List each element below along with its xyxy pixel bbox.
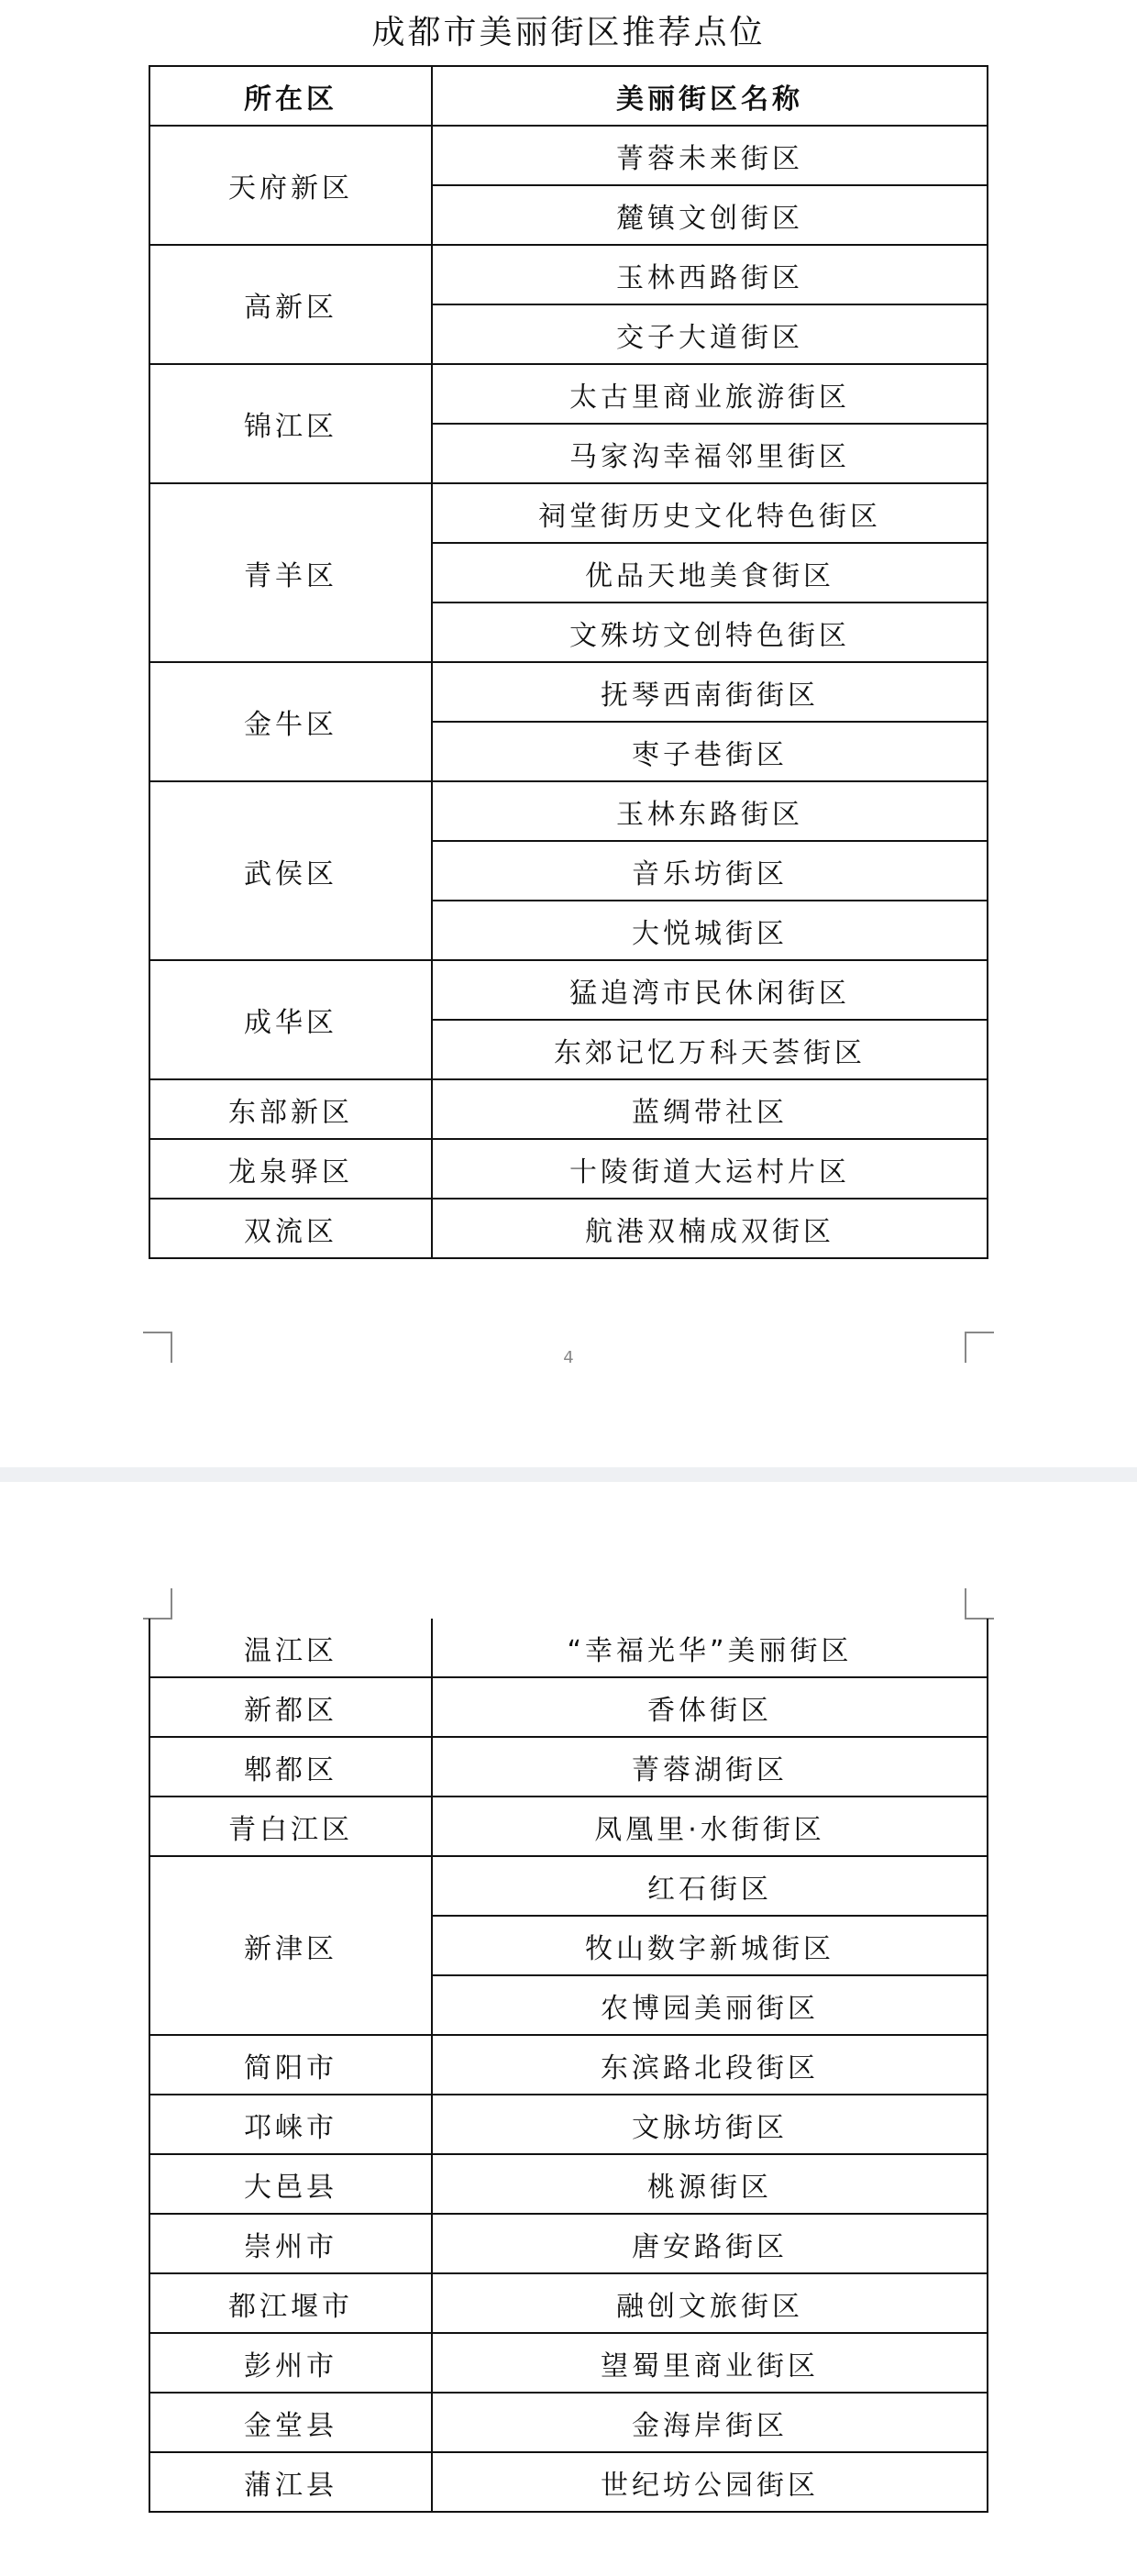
- table-row: [149, 781, 988, 841]
- street-name-cell: 牧山数字新城街区: [432, 1916, 988, 1975]
- street-name-cell: 祠堂街历史文化特色街区: [432, 483, 988, 543]
- street-name-cell: 菁蓉湖街区: [432, 1737, 988, 1797]
- street-name-cell: 香体街区: [432, 1677, 988, 1737]
- street-name-cell: 太古里商业旅游街区: [432, 364, 988, 424]
- street-name-cell: 金海岸街区: [432, 2393, 988, 2452]
- table-row: [149, 2214, 988, 2273]
- table-row: [149, 245, 988, 304]
- district-cell: 金牛区: [149, 662, 432, 781]
- district-cell: 蒲江县: [149, 2452, 432, 2512]
- table-row: [149, 2095, 988, 2154]
- street-name-cell: “幸福光华”美丽街区: [432, 1619, 988, 1677]
- district-cell: 龙泉驿区: [149, 1139, 432, 1199]
- table-row: [149, 483, 988, 543]
- district-cell: 武侯区: [149, 781, 432, 960]
- table-row: [149, 2452, 988, 2512]
- table-row: [149, 1619, 988, 1677]
- page-corner-mark: [965, 1332, 994, 1363]
- district-cell: 天府新区: [149, 126, 432, 245]
- district-cell: 双流区: [149, 1199, 432, 1258]
- table-row: [149, 2154, 988, 2214]
- street-name-cell: 玉林东路街区: [432, 781, 988, 841]
- table-row: [149, 1199, 988, 1258]
- table-body-page-2: [149, 1619, 988, 2512]
- district-cell: 温江区: [149, 1619, 432, 1677]
- street-name-cell: 菁蓉未来街区: [432, 126, 988, 185]
- table-row: [149, 1856, 988, 1916]
- street-name-cell: 猛追湾市民休闲街区: [432, 960, 988, 1020]
- table-row: [149, 662, 988, 722]
- street-name-cell: 红石街区: [432, 1856, 988, 1916]
- street-name-cell: 航港双楠成双街区: [432, 1199, 988, 1258]
- district-cell: 邛崃市: [149, 2095, 432, 2154]
- street-name-cell: 蓝绸带社区: [432, 1079, 988, 1139]
- street-name-cell: 文殊坊文创特色街区: [432, 603, 988, 662]
- street-name-cell: 世纪坊公园街区: [432, 2452, 988, 2512]
- table-row: [149, 960, 988, 1020]
- street-name-cell: 东滨路北段街区: [432, 2035, 988, 2095]
- table-row: [149, 1677, 988, 1737]
- district-cell: 大邑县: [149, 2154, 432, 2214]
- district-cell: 郫都区: [149, 1737, 432, 1797]
- table-row: [149, 2273, 988, 2333]
- street-name-cell: 农博园美丽街区: [432, 1975, 988, 2035]
- page-corner-mark: [143, 1588, 172, 1620]
- table-row: [149, 2393, 988, 2452]
- page-corner-mark: [143, 1332, 172, 1363]
- district-cell: 成华区: [149, 960, 432, 1079]
- street-name-cell: 东郊记忆万科天荟街区: [432, 1020, 988, 1079]
- header-street-name: 美丽街区名称: [432, 66, 988, 126]
- street-name-cell: 麓镇文创街区: [432, 185, 988, 245]
- district-cell: 彭州市: [149, 2333, 432, 2393]
- street-name-cell: 唐安路街区: [432, 2214, 988, 2273]
- district-cell: 简阳市: [149, 2035, 432, 2095]
- document-title: 成都市美丽街区推荐点位: [371, 14, 766, 51]
- table-row: [149, 1797, 988, 1856]
- table-row: [149, 1079, 988, 1139]
- street-name-cell: 大悦城街区: [432, 901, 988, 960]
- district-cell: 青羊区: [149, 483, 432, 662]
- table-row: [149, 2035, 988, 2095]
- street-table-page-2: [149, 1619, 988, 2513]
- district-cell: 锦江区: [149, 364, 432, 483]
- table-row: [149, 2333, 988, 2393]
- page-number: 4: [563, 1348, 574, 1367]
- table-row: [149, 126, 988, 185]
- district-cell: 新津区: [149, 1856, 432, 2035]
- street-name-cell: 抚琴西南街街区: [432, 662, 988, 722]
- table-body-page-1: [149, 126, 988, 1258]
- district-cell: 都江堰市: [149, 2273, 432, 2333]
- page-corner-mark: [965, 1588, 994, 1620]
- street-name-cell: 马家沟幸福邻里街区: [432, 424, 988, 483]
- street-name-cell: 望蜀里商业街区: [432, 2333, 988, 2393]
- street-name-cell: 十陵街道大运村片区: [432, 1139, 988, 1199]
- district-cell: 青白江区: [149, 1797, 432, 1856]
- header-district: 所在区: [149, 66, 432, 126]
- table-row: [149, 1139, 988, 1199]
- street-name-cell: 融创文旅街区: [432, 2273, 988, 2333]
- table-header-row: [149, 66, 988, 126]
- street-name-cell: 交子大道街区: [432, 304, 988, 364]
- district-cell: 东部新区: [149, 1079, 432, 1139]
- street-name-cell: 优品天地美食街区: [432, 543, 988, 603]
- table-row: [149, 364, 988, 424]
- street-table-page-1: [149, 65, 988, 1259]
- district-cell: 崇州市: [149, 2214, 432, 2273]
- street-name-cell: 凤凰里·水街街区: [432, 1797, 988, 1856]
- street-name-cell: 文脉坊街区: [432, 2095, 988, 2154]
- street-name-cell: 桃源街区: [432, 2154, 988, 2214]
- street-name-cell: 玉林西路街区: [432, 245, 988, 304]
- district-cell: 新都区: [149, 1677, 432, 1737]
- district-cell: 高新区: [149, 245, 432, 364]
- street-name-cell: 音乐坊街区: [432, 841, 988, 901]
- page-separator: [0, 1467, 1137, 1482]
- street-name-cell: 枣子巷街区: [432, 722, 988, 781]
- table-row: [149, 1737, 988, 1797]
- district-cell: 金堂县: [149, 2393, 432, 2452]
